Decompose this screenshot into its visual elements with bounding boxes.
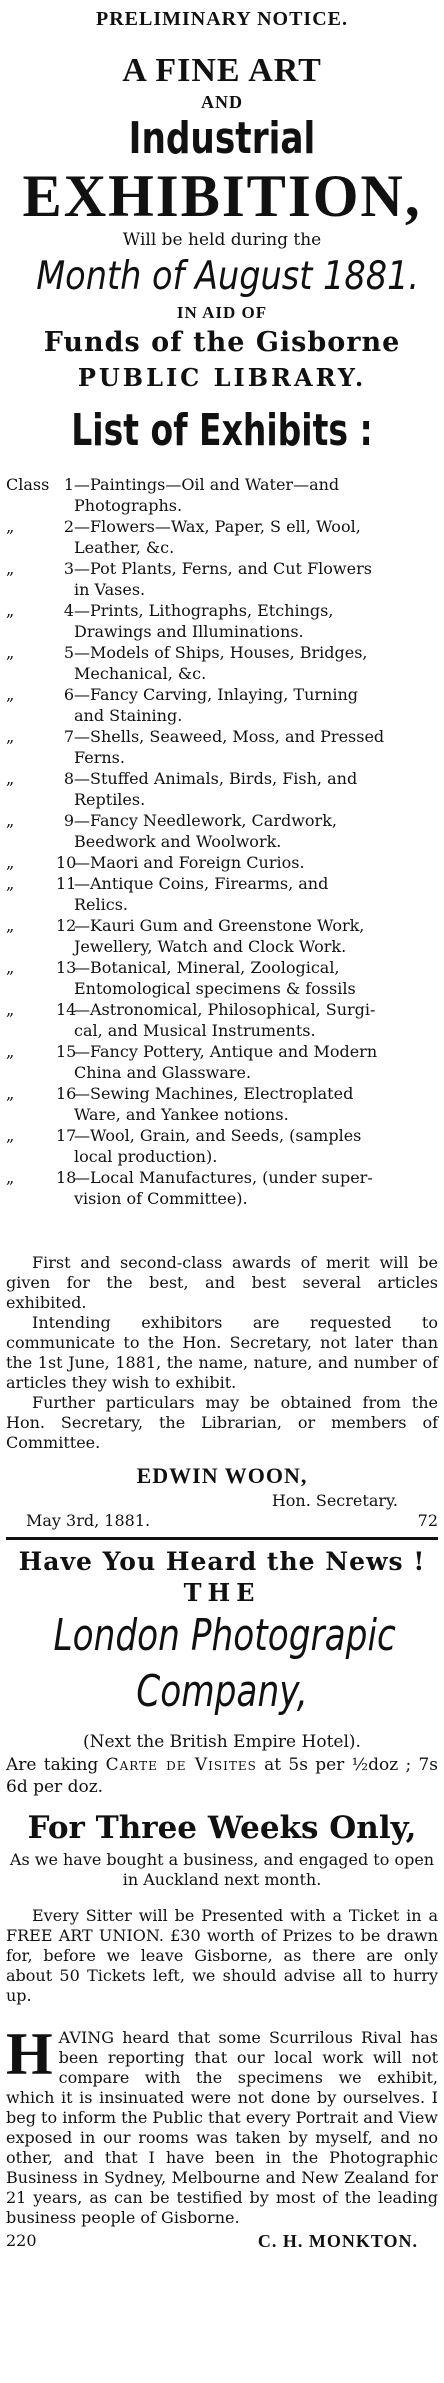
exhibit-prefix: „ (6, 958, 15, 977)
exhibit-number: 5 (63, 643, 74, 662)
exhibit-row (6, 684, 438, 726)
exhibit-description (74, 1167, 438, 1209)
exhibit-number: 14 (56, 1000, 77, 1019)
taking-text-a: Are taking (6, 1755, 99, 1775)
exhibit-description-line: China and Glassware. (74, 1063, 252, 1082)
exhibit-row (6, 852, 438, 873)
month-heading: Month of August 1881. (36, 254, 420, 299)
exhibit-prefix: „ (6, 1168, 15, 1187)
exhibit-prefix: „ (6, 559, 15, 578)
industrial-heading: Industrial (128, 113, 316, 164)
exhibit-description-line: Ware, and Yankee notions. (74, 1105, 289, 1124)
exhibit-prefix: „ (6, 1042, 15, 1061)
exhibit-number: 18 (56, 1168, 77, 1187)
exhibit-description-line: Entomological specimens & fossils (74, 979, 356, 998)
exhibit-description-line: —Wool, Grain, and Seeds, (samples (74, 1126, 362, 1145)
exhibit-number: 2 (63, 517, 74, 536)
exhibit-description-line: —Sewing Machines, Electroplated (74, 1084, 354, 1103)
exhibit-prefix: „ (6, 643, 15, 662)
exhibit-description (74, 1083, 438, 1125)
exhibit-description (74, 957, 438, 999)
exhibit-prefix: „ (6, 916, 15, 935)
exhibition-heading: EXHIBITION, (22, 163, 422, 229)
exhibit-prefix: „ (6, 811, 15, 830)
exhibit-row (6, 768, 438, 810)
taking-text-b: at 5s per ½doz ; 7s 6d per doz. (6, 1755, 439, 1797)
having-heard-text: AVING heard that some Scurrilous Rival has been reporting that our local work will not compare with the specimens we exhibit, which it is insinuated were not done by ourselves. I beg to inform the Public that every Portrait and View exposed in our rooms was taken by myself, and no other, and that I have been in the Photographic Business in Sydney, Melbourne and New Zealand for 21 years, as can be testified by most of the leading business people of Gisborne. (6, 2028, 438, 2227)
exhibit-description-line: Beedwork and Woolwork. (74, 832, 282, 851)
exhibit-description (74, 1041, 438, 1083)
exhibit-number: 4 (63, 601, 74, 620)
exhibit-description (74, 873, 438, 915)
carte-de-visites-text: Carte de Visites (105, 1755, 257, 1775)
exhibit-number: 1 (63, 475, 74, 494)
every-sitter-paragraph: Every Sitter will be Presented with a Ticket in a FREE ART UNION. £30 worth of Prizes to be drawn for, before we leave Gisborne, as there are only about 50 Tickets left, we should advise all to hurry up. (6, 1906, 438, 2005)
exhibit-prefix: „ (6, 517, 15, 536)
awards-paragraph: First and second-class awards of merit will be given for the best, and best several articles exhibited. (6, 1253, 438, 1312)
exhibit-description-line: Mechanical, &c. (74, 664, 207, 683)
public-library-heading: PUBLIC LIBRARY. (77, 363, 367, 392)
exhibit-description-line: —Kauri Gum and Greenstone Work, (74, 916, 365, 935)
notice-ref-number: 72 (417, 1511, 438, 1530)
exhibit-prefix: „ (6, 874, 15, 893)
exhibit-description-line: —Stuffed Animals, Birds, Fish, and (74, 769, 358, 788)
exhibit-description (74, 684, 438, 726)
exhibit-description (74, 999, 438, 1041)
exhibit-number: 9 (63, 811, 74, 830)
will-be-held-text: Will be held during the (122, 230, 322, 250)
exhibit-description-line: local production). (74, 1147, 218, 1166)
exhibit-row (6, 1167, 438, 1209)
exhibit-row (6, 873, 438, 915)
exhibit-description (74, 726, 438, 768)
exhibit-description-line: —Shells, Seaweed, Moss, and Pressed (74, 727, 385, 746)
exhibit-description (74, 1125, 438, 1167)
exhibit-row (6, 474, 438, 516)
exhibit-description-line: —Fancy Pottery, Antique and Modern (74, 1042, 378, 1061)
exhibit-row (6, 810, 438, 852)
taking-carte-text (6, 1754, 438, 1798)
exhibit-description-line: Leather, &c. (74, 538, 175, 557)
exhibit-number: 12 (56, 916, 77, 935)
the-word: THE (183, 1578, 261, 1607)
exhibit-row (6, 600, 438, 642)
exhibit-description-line: Relics. (74, 895, 129, 914)
as-we-have-text: As we have bought a business, and engaged to open in Auckland next month. (9, 1850, 435, 1889)
and-word: AND (201, 92, 243, 112)
next-to-hotel-text: (Next the British Empire Hotel). (83, 1732, 361, 1752)
exhibit-number: 17 (56, 1126, 77, 1145)
drop-cap-letter: H (6, 2021, 53, 2087)
exhibit-number: 15 (56, 1042, 77, 1061)
exhibit-description (74, 852, 438, 873)
exhibit-row (6, 1083, 438, 1125)
exhibit-number: 13 (56, 958, 77, 977)
exhibit-description-line: Jewellery, Watch and Clock Work. (74, 937, 347, 956)
exhibit-description-line: cal, and Musical Instruments. (74, 1021, 316, 1040)
exhibit-description-line: —Fancy Carving, Inlaying, Turning (74, 685, 358, 704)
exhibit-prefix: Class (6, 475, 50, 494)
having-heard-paragraph (6, 2021, 438, 2228)
exhibit-description-line: Drawings and Illuminations. (74, 622, 304, 641)
exhibit-number: 16 (56, 1084, 77, 1103)
footer-name: C. H. MONKTON. (257, 2231, 418, 2251)
exhibit-row (6, 999, 438, 1041)
exhibit-prefix: „ (6, 601, 15, 620)
exhibit-prefix: „ (6, 685, 15, 704)
footer-number: 220 (6, 2231, 37, 2250)
exhibit-prefix: „ (6, 1000, 15, 1019)
exhibit-prefix: „ (6, 1126, 15, 1145)
list-of-exhibits-heading: List of Exhibits : (71, 405, 373, 456)
exhibit-prefix: „ (6, 769, 15, 788)
exhibit-row (6, 642, 438, 684)
exhibit-description-line: Reptiles. (74, 790, 146, 809)
exhibit-number: 8 (63, 769, 74, 788)
exhibit-description-line: —Prints, Lithographs, Etchings, (74, 601, 334, 620)
exhibit-description-line: vision of Committee). (74, 1189, 248, 1208)
date-line (6, 1511, 438, 1531)
exhibit-description (74, 600, 438, 642)
exhibit-prefix: „ (6, 853, 15, 872)
in-aid-of-text: IN AID OF (176, 303, 268, 322)
have-you-heard-heading: Have You Heard the News ! (18, 1547, 426, 1576)
exhibit-row (6, 516, 438, 558)
exhibit-row (6, 726, 438, 768)
exhibit-description (74, 642, 438, 684)
three-weeks-heading: For Three Weeks Only, (27, 1810, 417, 1846)
exhibit-description (74, 768, 438, 810)
exhibit-prefix: „ (6, 727, 15, 746)
exhibit-number: 7 (63, 727, 74, 746)
exhibit-description-line: —Local Manufactures, (under super- (74, 1168, 373, 1187)
london-photograpic-heading: London Photograpic (53, 1610, 396, 1661)
exhibit-description-line: —Flowers—Wax, Paper, S ell, Wool, (74, 517, 361, 536)
intending-exhibitors-paragraph: Intending exhibitors are requested to communicate to the Hon. Secretary, not later than the 1st June, 1881, the name, nature, and number of articles they wish to exhibit. (6, 1313, 438, 1392)
exhibit-description-line: Photographs. (74, 496, 183, 515)
exhibit-description (74, 810, 438, 852)
exhibit-description (74, 516, 438, 558)
exhibit-row (6, 1041, 438, 1083)
fine-art-heading: A FINE ART (122, 52, 322, 89)
exhibit-number: 3 (63, 559, 74, 578)
exhibit-number: 6 (63, 685, 74, 704)
notice-date: May 3rd, 1881. (26, 1511, 151, 1530)
advert-footer (6, 2230, 438, 2252)
funds-heading: Funds of the Gisborne (43, 327, 401, 358)
exhibit-description-line: Ferns. (74, 748, 125, 767)
exhibit-number: 10 (56, 853, 77, 872)
exhibit-description-line: —Antique Coins, Firearms, and (74, 874, 329, 893)
exhibit-description (74, 474, 438, 516)
exhibit-number: 11 (56, 874, 77, 893)
exhibit-row (6, 558, 438, 600)
further-particulars-paragraph: Further particulars may be obtained from the Hon. Secretary, the Librarian, or members of Committee. (6, 1393, 438, 1452)
exhibit-description-line: —Models of Ships, Houses, Bridges, (74, 643, 368, 662)
exhibit-description (74, 915, 438, 957)
exhibit-row (6, 1125, 438, 1167)
preliminary-notice-heading: PRELIMINARY NOTICE. (95, 8, 349, 30)
exhibit-row (6, 915, 438, 957)
exhibit-row (6, 957, 438, 999)
exhibit-description-line: —Pot Plants, Ferns, and Cut Flowers (74, 559, 372, 578)
signer-title: Hon. Secretary. (271, 1491, 398, 1510)
divider-rule (6, 1537, 438, 1540)
exhibit-description-line: —Fancy Needlework, Cardwork, (74, 811, 337, 830)
signer-name: EDWIN WOON, (136, 1463, 308, 1488)
exhibit-list (6, 474, 438, 1209)
exhibit-prefix: „ (6, 1084, 15, 1103)
exhibit-description-line: —Botanical, Mineral, Zoological, (74, 958, 340, 977)
exhibit-description-line: —Astronomical, Philosophical, Surgi- (74, 1000, 376, 1019)
exhibit-description-line: —Maori and Foreign Curios. (74, 853, 305, 872)
exhibit-description (74, 558, 438, 600)
exhibit-description-line: and Staining. (74, 706, 183, 725)
exhibit-description-line: —Paintings—Oil and Water—and (74, 475, 340, 494)
exhibit-description-line: in Vases. (74, 580, 146, 599)
company-heading: Company, (136, 1666, 308, 1717)
